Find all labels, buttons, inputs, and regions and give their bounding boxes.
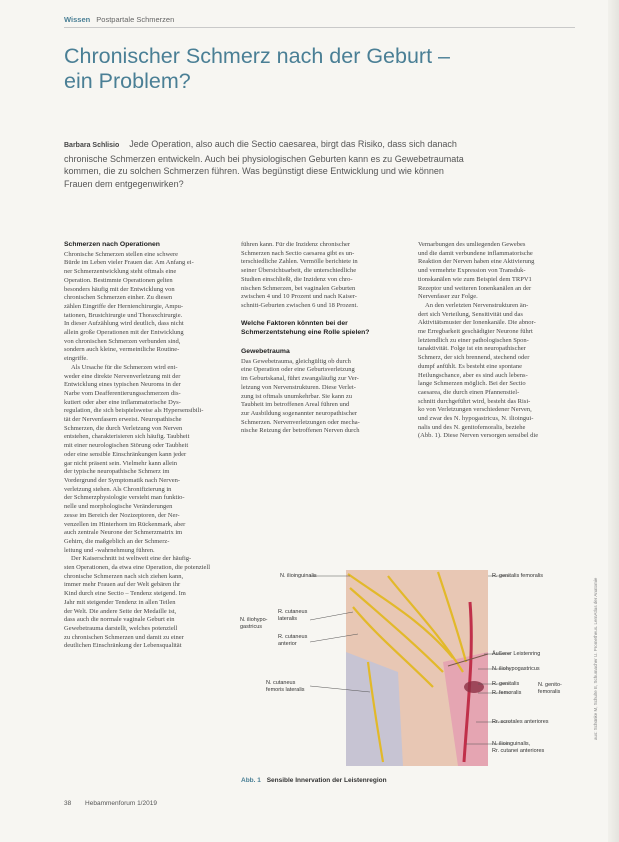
label-leistenring: Äußerer Leistenring: [492, 651, 541, 657]
text-line: Gewebetrauma darstellt, welches potenziell: [64, 624, 178, 632]
paragraph: [418, 241, 583, 302]
text-line: zur Ausbildung sogenannter neuropathischer: [241, 409, 358, 417]
text-line: chronischen Schmerzen einher. Zu diesen: [64, 294, 173, 302]
lead-line: chronische Schmerzen entwickeln. Auch bei physiologischen Geburten kann es zu Gewebetraumata: [64, 153, 464, 164]
text-line: Jahr mit steigender Tendenz in allen Teilen: [64, 598, 176, 606]
text-line: der typische neuropathische Schmerz im: [64, 468, 170, 476]
text-line: von chronischen Schmerzen verbunden sind,: [64, 337, 181, 345]
title-line-2: ein Problem?: [64, 69, 191, 93]
label-iliohypogastricus-right: N. iliohypogastricus: [492, 666, 540, 672]
text-line: Aktivitätsmuster der Ionenkanäle. Die abnor-: [418, 319, 536, 327]
text-line: Schmerzen. Nervenverletzungen oder mecha-: [241, 418, 360, 426]
page-edge-shadow: [608, 0, 619, 842]
paragraph: [64, 555, 234, 651]
text-line: leitung und -wahrnehmung führen.: [64, 546, 155, 554]
text-line: und die damit verbundene inflammatorische: [418, 249, 533, 257]
text-line: Als Ursache für die Schmerzen wird ent-: [71, 363, 178, 371]
text-line: Chronische Schmerzen stellen eine schwere: [64, 250, 179, 258]
text-line: letztendlich zu einer pathologischen Spon-: [418, 336, 529, 344]
text-line: tionskanälen wie zum Beispiel dem TRPV1: [418, 275, 532, 283]
spacer: [241, 339, 411, 348]
text-line: tationen, Brustchirurgie und Thoraxchirurgie.: [64, 311, 183, 319]
text-line: Bürde im Leben vieler Frauen dar. Am Anfang ei-: [64, 259, 194, 267]
text-line: Schmerzen nach Sectio caesarea gibt es un-: [241, 249, 355, 257]
caption-text: Sensible Innervation der Leistenregion: [266, 777, 387, 784]
text-line: (Abb. 1). Diese Nerven versorgen sensibel die: [418, 432, 539, 440]
text-line: caesarea, die durch einen Pfannenstiel-: [418, 388, 520, 396]
text-line: Gehirn, die maßgeblich an der Schmerz-: [64, 537, 170, 545]
text-line: Operation. Bestimmte Operationen gelten: [64, 276, 173, 284]
text-line: führen kann. Für die Inzidenz chronischer: [241, 241, 351, 248]
text-line: besonders häufig mit der Entwicklung von: [64, 285, 175, 293]
text-line: In dieser Aufzählung wird deutlich, dass nicht: [64, 320, 184, 328]
text-line: dert sich Verteilung, Sensitivität und das: [418, 310, 523, 318]
label-r-femoralis: R. femoralis: [492, 690, 522, 696]
text-line: ko von Verletzungen verschiedener Nerven,: [418, 406, 532, 414]
text-line: An den verletzten Nervenstrukturen än-: [425, 301, 529, 309]
label-cutaneus-lateralis: R. cutaneus lateralis: [278, 609, 308, 622]
text-line: Vernarbungen des umliegenden Gewebes: [418, 241, 526, 248]
label-cutaneus-femoris: N. cutaneus femoris lateralis: [266, 680, 305, 693]
text-line: Rezeptor und weiteren Ionenkanälen an der: [418, 284, 532, 292]
text-line: eingriffe.: [64, 355, 88, 363]
text-line: Nervenfaser zur Folge.: [418, 293, 478, 301]
text-line: dumpf anfühlt. Es besteht eine spontane: [418, 362, 522, 370]
text-line: dass auch die normale vaginale Geburt ein: [64, 616, 175, 624]
text-line: nischen Schmerzen, bei vaginalen Geburten: [241, 284, 356, 292]
paragraph: [241, 358, 411, 436]
label-ilioinguinalis-right: N. ilioinguinalis, Rr. cutanei anteriores: [492, 741, 545, 754]
text-line: zu chronischen Schmerzen und damit zu einer: [64, 633, 184, 641]
text-line: mit einer neurologischen Störung oder Taubheit: [64, 442, 189, 450]
section-heading: Schmerzen nach Operationen: [64, 241, 160, 248]
text-line: me Erregbarkeit geschädigter Neurone führt: [418, 328, 533, 336]
text-line: letzung von Nervenstrukturen. Diese Verlet-: [241, 383, 356, 391]
text-line: zwischen 4 und 10 Prozent und nach Kaiser-: [241, 293, 357, 301]
anatomy-figure: [238, 562, 584, 774]
text-line: im Geburtskanal, führt zwangsläufig zur Ver-: [241, 375, 359, 383]
text-line: nalis und des N. genitofemoralis, beziehe: [418, 423, 526, 431]
spacer: [241, 311, 411, 320]
text-line: oder eine sensible Einschränkungen kann jeder: [64, 450, 187, 458]
text-line: weder eine direkte Nervenverletzung mit der: [64, 372, 181, 380]
label-iliohypogastricus: N. iliohypo- gastricus: [240, 617, 268, 630]
text-line: tät der Nervenfasern erweist. Neuropathische: [64, 416, 182, 424]
lead-line: kommen, die zu solchen Schmerzen führen. Was begünstigt diese Entwicklung und wie können: [64, 166, 444, 176]
text-line: chronische Schmerzen nach sich ziehen kann,: [64, 572, 184, 580]
figure-caption: [241, 777, 581, 784]
text-line: seiner Übersichtsarbeit, die unterschiedliche: [241, 267, 357, 275]
title-line-1: Chronischer Schmerz nach der Geburt –: [64, 44, 450, 68]
text-line: Der Kaiserschnitt ist weltweit eine der häufig-: [71, 555, 192, 563]
paragraph: [64, 251, 234, 364]
section-label: Wissen: [64, 15, 91, 24]
text-line: schnitt durchgeführt wird, besteht das Risi-: [418, 397, 531, 405]
text-line: schnitt-Geburten zwischen 6 und 18 Prozent.: [241, 301, 358, 309]
text-line: nische Reizung der betroffenen Nerven durch: [241, 427, 360, 435]
header-divider: [64, 27, 575, 28]
text-line: Welche Faktoren könnten bei der: [241, 319, 348, 327]
text-line: regulation, die sich beispielsweise als Hypersensibili-: [64, 407, 204, 415]
text-line: Vordergrund der Symptomatik nach Nerven-: [64, 476, 181, 484]
text-line: zung ist oftmals unumkehrbar. Sie kann zu: [241, 392, 353, 400]
page-footer: [64, 800, 157, 807]
image-credit: aus: Schünke M, Schulte E, Schumacher U. Prometheus. LernAtlas der Anatomie: [593, 577, 598, 740]
text-line: Narbe vom Deafferentierungsschmerzen dis-: [64, 389, 181, 397]
text-line: Schmerzen, die durch Verletzung von Nerven: [64, 424, 183, 432]
text-line: ner Schmerzentwicklung steht oftmals eine: [64, 268, 177, 276]
article-lead: [64, 138, 584, 190]
journal-name: Hebammenforum 1/2019: [85, 800, 157, 807]
column-2: [241, 241, 411, 436]
author-name: Barbara Schlisio: [64, 142, 120, 149]
text-line: verletzung stehen. Als Chronifizierung in: [64, 485, 172, 493]
page-number: 38: [64, 800, 72, 807]
text-line: terschiedliche Zahlen. Vermölle berichtete in: [241, 258, 358, 266]
text-line: allein große Operationen mit der Entwicklung: [64, 329, 184, 337]
lead-line: [64, 138, 584, 153]
text-line: der Schmerzphysiologie versteht man funktio-: [64, 494, 185, 502]
lead-line: Frauen dem entgegenwirken?: [64, 178, 184, 189]
text-line: deutlichen Einschränkung der Lebensqualität: [64, 642, 182, 650]
article-title: [64, 44, 584, 94]
text-line: Schmerz, der sich brennend, stechend oder: [418, 354, 530, 362]
text-line: und zwar des N. hypogastricus, N. ilioingui-: [418, 415, 534, 423]
label-genitofemoralis: N. genito- femoralis: [538, 682, 562, 695]
label-ilioinguinalis: N. ilioinguinalis: [280, 573, 317, 579]
text-line: Das Gewebetrauma, gleichgültig ob durch: [241, 357, 351, 365]
text-line: sten Operationen, da etwa eine Operation, die potenziell: [64, 564, 211, 572]
running-head: [64, 15, 174, 24]
caption-label: Abb. 1: [241, 777, 261, 784]
label-genitalis-femoralis: R. genitalis femoralis: [492, 573, 544, 579]
lead-text: Jede Operation, also auch die Sectio caesarea, birgt das Risiko, dass sich danach: [129, 139, 457, 149]
text-line: zesse im Bereich der Nozizeptoren, der Ner-: [64, 511, 180, 519]
text-line: Kind durch eine Sectio – Tendenz steigend. Im: [64, 590, 186, 598]
text-line: eine Operation oder eine Geburtsverletzung: [241, 366, 355, 374]
topic-label: Postpartale Schmerzen: [96, 15, 175, 24]
label-r-genitalis: R. genitalis: [492, 681, 520, 687]
text-line: Taubheit im betroffenen Areal führen und: [241, 401, 350, 409]
paragraph: [418, 302, 583, 441]
paragraph: [64, 364, 234, 555]
text-line: kutiert oder aber eine inflammatorische Dys-: [64, 398, 181, 406]
text-line: Studien einschließt, die Inzidenz von chro-: [241, 275, 353, 283]
text-line: der Welt. Die andere Seite der Medaille ist,: [64, 607, 177, 615]
text-line: nelle und morphologische Veränderungen: [64, 503, 173, 511]
text-line: Schmerzentstehung eine Rolle spielen?: [241, 329, 370, 337]
text-line: tanaktivität. Folge ist ein neuropathischer: [418, 345, 526, 353]
text-line: auch zentrale Neurone der Schmerzmatrix im: [64, 529, 183, 537]
text-line: Heilungschance, aber es sind auch lebens-: [418, 371, 528, 379]
column-3: [418, 241, 583, 441]
inguinal-ring: [464, 681, 484, 693]
text-line: entstehen, charakterisieren sich häufig. Taubheit: [64, 433, 190, 441]
text-line: lange Schmerzen möglich. Bei der Sectio: [418, 380, 526, 388]
text-line: zählen Eingriffe der Hernienchirurgie, Ampu-: [64, 302, 184, 310]
text-line: gar nicht präsent sein. Vielmehr kann allein: [64, 459, 178, 467]
section-heading: [241, 320, 411, 338]
label-cutaneus-anterior: R. cutaneus anterior: [278, 634, 308, 647]
text-line: Entwicklung eines typischen Neuroms in der: [64, 381, 181, 389]
text-line: sondern auch kleine, vermeintliche Routine-: [64, 346, 180, 354]
label-scrotales: Rr. scrotales anteriores: [492, 719, 549, 725]
text-line: Reaktion der Nerven haben eine Aktivierung: [418, 258, 535, 266]
text-line: immer mehr Frauen auf der Welt gebären ihr: [64, 581, 181, 589]
paragraph: [241, 241, 411, 311]
text-line: und vermehrte Expression von Transduk-: [418, 267, 526, 275]
column-1: [64, 241, 234, 651]
subsection-heading: Gewebetrauma: [241, 348, 290, 356]
text-line: venzellen im Hinterhorn im Rückenmark, aber: [64, 520, 186, 528]
